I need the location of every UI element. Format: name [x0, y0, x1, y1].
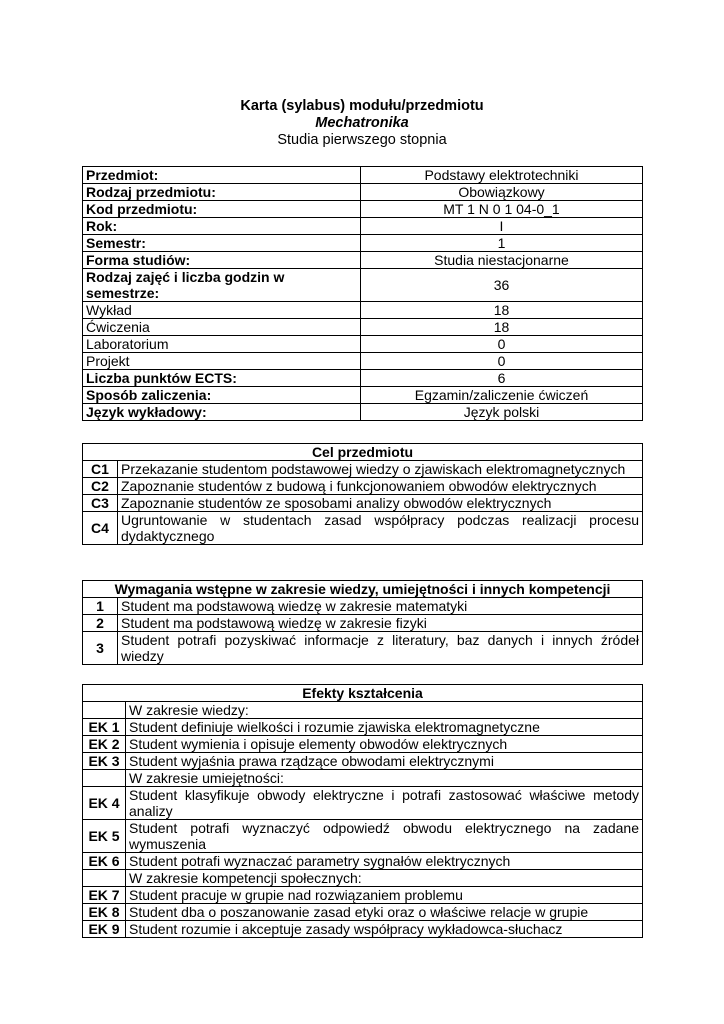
- info-label: Wykład: [83, 302, 361, 319]
- info-row-semestr: [83, 235, 643, 252]
- study-level: Studia pierwszego stopnia: [277, 132, 447, 148]
- prereq-number: 1: [83, 598, 118, 615]
- goal-row: [83, 512, 643, 545]
- info-label: Sposób zaliczenia:: [83, 387, 361, 404]
- outcomes-title: Efekty kształcenia: [83, 685, 643, 702]
- info-value: 6: [361, 370, 643, 387]
- outcome-code: EK 7: [83, 887, 126, 904]
- learning-outcomes-table: [82, 684, 643, 938]
- info-row-kod: [83, 201, 643, 218]
- outcome-text: Student klasyfikuje obwody elektryczne i potrafi zastosować właściwe metody analizy: [126, 787, 643, 820]
- prereq-header-row: [83, 581, 643, 598]
- info-label: Rodzaj zajęć i liczba godzin w semestrze:: [83, 269, 361, 302]
- empty-cell: [83, 870, 126, 887]
- outcomes-section-skills: W zakresie umiejętności:: [126, 770, 643, 787]
- info-label: Semestr:: [83, 235, 361, 252]
- outcome-row: [83, 904, 643, 921]
- document-title: Karta (sylabus) modułu/przedmiotu: [240, 98, 484, 114]
- outcome-text: Student rozumie i akceptuje zasady współpracy wykładowca-słuchacz: [126, 921, 643, 938]
- goal-code: C2: [83, 478, 118, 495]
- goal-row: [83, 478, 643, 495]
- info-value: 0: [361, 336, 643, 353]
- outcome-text: Student dba o poszanowanie zasad etyki oraz o właściwe relacje w grupie: [126, 904, 643, 921]
- prereq-title: Wymagania wstępne w zakresie wiedzy, umiejętności i innych kompetencji: [83, 581, 643, 598]
- prereq-text: Student ma podstawową wiedzę w zakresie fizyki: [118, 615, 643, 632]
- outcomes-header-row: [83, 685, 643, 702]
- info-label: Rok:: [83, 218, 361, 235]
- info-value: I: [361, 218, 643, 235]
- goal-code: C1: [83, 461, 118, 478]
- outcome-row: [83, 736, 643, 753]
- outcome-code: EK 1: [83, 719, 126, 736]
- info-value: MT 1 N 0 1 04-0_1: [361, 201, 643, 218]
- document-header: [0, 98, 724, 149]
- outcomes-section-social: W zakresie kompetencji społecznych:: [126, 870, 643, 887]
- outcome-code: EK 4: [83, 787, 126, 820]
- goal-code: C4: [83, 512, 118, 545]
- prereq-number: 2: [83, 615, 118, 632]
- info-value: 18: [361, 319, 643, 336]
- outcome-row: [83, 753, 643, 770]
- info-label: Laboratorium: [83, 336, 361, 353]
- goal-text: Ugruntowanie w studentach zasad współpracy podczas realizacji procesu dydaktycznego: [118, 512, 643, 545]
- outcome-code: EK 9: [83, 921, 126, 938]
- info-label: Rodzaj przedmiotu:: [83, 184, 361, 201]
- info-value: 1: [361, 235, 643, 252]
- info-row-rodzaj: [83, 184, 643, 201]
- outcome-text: Student pracuje w grupie nad rozwiązaniem problemu: [126, 887, 643, 904]
- course-info-table: [82, 166, 643, 421]
- prerequisites-table: [82, 580, 643, 665]
- prereq-number: 3: [83, 632, 118, 665]
- goals-header-row: [83, 444, 643, 461]
- info-label: Ćwiczenia: [83, 319, 361, 336]
- info-label: Przedmiot:: [83, 167, 361, 184]
- info-value: Studia niestacjonarne: [361, 252, 643, 269]
- outcome-row: [83, 820, 643, 853]
- goal-text: Przekazanie studentom podstawowej wiedzy o zjawiskach elektromagnetycznych: [118, 461, 643, 478]
- outcome-code: EK 8: [83, 904, 126, 921]
- outcome-row: [83, 887, 643, 904]
- info-row-projekt: [83, 353, 643, 370]
- info-value: 18: [361, 302, 643, 319]
- info-row-wyklad: [83, 302, 643, 319]
- outcomes-section-knowledge: W zakresie wiedzy:: [126, 702, 643, 719]
- goal-row: [83, 495, 643, 512]
- info-label: Forma studiów:: [83, 252, 361, 269]
- info-label: Kod przedmiotu:: [83, 201, 361, 218]
- info-label: Projekt: [83, 353, 361, 370]
- prereq-text: Student potrafi pozyskiwać informacje z literatury, baz danych i innych źródeł wiedzy: [118, 632, 643, 665]
- outcomes-section-row: [83, 770, 643, 787]
- goal-text: Zapoznanie studentów ze sposobami analizy obwodów elektrycznych: [118, 495, 643, 512]
- prereq-row: [83, 598, 643, 615]
- info-row-forma: [83, 252, 643, 269]
- info-row-ects: [83, 370, 643, 387]
- outcome-text: Student potrafi wyznaczać parametry sygnałów elektrycznych: [126, 853, 643, 870]
- prereq-text: Student ma podstawową wiedzę w zakresie matematyki: [118, 598, 643, 615]
- info-value: 36: [361, 269, 643, 302]
- info-row-zaliczenie: [83, 387, 643, 404]
- outcome-row: [83, 853, 643, 870]
- goal-text: Zapoznanie studentów z budową i funkcjonowaniem obwodów elektrycznych: [118, 478, 643, 495]
- outcome-code: EK 2: [83, 736, 126, 753]
- info-row-jezyk: [83, 404, 643, 421]
- course-goals-table: [82, 443, 643, 545]
- info-value: Egzamin/zaliczenie ćwiczeń: [361, 387, 643, 404]
- outcome-code: EK 5: [83, 820, 126, 853]
- prereq-row: [83, 615, 643, 632]
- outcome-text: Student wymienia i opisuje elementy obwodów elektrycznych: [126, 736, 643, 753]
- info-row-przedmiot: [83, 167, 643, 184]
- goal-row: [83, 461, 643, 478]
- goal-code: C3: [83, 495, 118, 512]
- info-value: 0: [361, 353, 643, 370]
- prereq-row: [83, 632, 643, 665]
- empty-cell: [83, 770, 126, 787]
- outcomes-section-row: [83, 702, 643, 719]
- outcome-code: EK 6: [83, 853, 126, 870]
- outcome-text: Student wyjaśnia prawa rządzące obwodami elektrycznymi: [126, 753, 643, 770]
- outcome-row: [83, 719, 643, 736]
- info-value: Podstawy elektrotechniki: [361, 167, 643, 184]
- empty-cell: [83, 702, 126, 719]
- info-row-godziny: [83, 269, 643, 302]
- info-row-rok: [83, 218, 643, 235]
- info-label: Liczba punktów ECTS:: [83, 370, 361, 387]
- info-row-laboratorium: [83, 336, 643, 353]
- goals-title: Cel przedmiotu: [83, 444, 643, 461]
- info-row-cwiczenia: [83, 319, 643, 336]
- outcome-text: Student potrafi wyznaczyć odpowiedź obwodu elektrycznego na zadane wymuszenia: [126, 820, 643, 853]
- outcome-row: [83, 787, 643, 820]
- outcome-code: EK 3: [83, 753, 126, 770]
- outcome-row: [83, 921, 643, 938]
- outcomes-section-row: [83, 870, 643, 887]
- outcome-text: Student definiuje wielkości i rozumie zjawiska elektromagnetyczne: [126, 719, 643, 736]
- info-value: Język polski: [361, 404, 643, 421]
- info-value: Obowiązkowy: [361, 184, 643, 201]
- info-label: Język wykładowy:: [83, 404, 361, 421]
- subject-name: Mechatronika: [315, 115, 409, 131]
